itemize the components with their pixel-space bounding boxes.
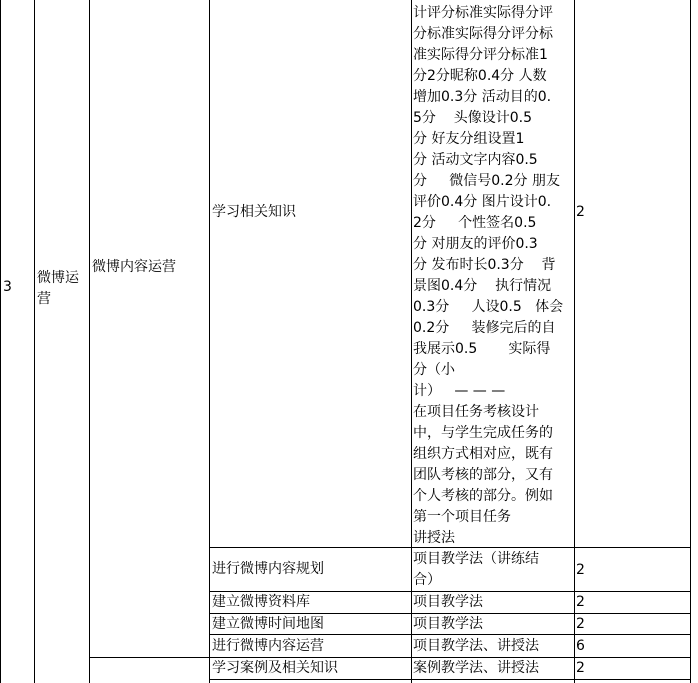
method-line: 2分 个性签名0.5 (413, 215, 537, 231)
method-line: 我展示0.5 实际得 (413, 341, 551, 357)
hours-cases: 2 (576, 660, 585, 676)
method-line: 分标准实际得分评分标 (413, 26, 553, 42)
method-line: 0.3分 人设0.5 体会 (413, 299, 564, 315)
row-number: 3 (3, 279, 12, 295)
column-divider-3 (209, 0, 210, 683)
method-line: 5分 头像设计0.5 (413, 110, 532, 126)
table-border-left (0, 0, 1, 683)
hours-operate: 6 (576, 638, 585, 654)
hours-library: 2 (576, 594, 585, 610)
method-line: 计评分标准实际得分评 (413, 5, 553, 21)
method-line: 分2分昵称0.4分 人数 (413, 68, 547, 84)
method-line: 分（小 (413, 362, 455, 378)
row-divider-operate (89, 657, 691, 658)
task-operate: 进行微博内容运营 (212, 638, 324, 654)
column-divider-1 (34, 0, 35, 683)
method-line: 0.2分 装修完后的自 (413, 320, 556, 336)
project-name: 微博内容运营 (92, 259, 176, 275)
column-divider-5 (574, 0, 575, 683)
row-divider-cases (209, 679, 691, 680)
method-cases: 案例教学法、讲授法 (413, 660, 539, 676)
method-line: 景图0.4分 执行情况 (413, 278, 552, 294)
method-plan-line-2: 合） (413, 572, 441, 588)
module-name-line-2: 营 (37, 291, 51, 307)
hours-plan: 2 (576, 562, 585, 578)
method-line: 在项目任务考核设计 (413, 404, 539, 420)
method-plan-line-1: 项目教学法（讲练结 (413, 551, 539, 567)
module-name-line-1: 微博运 (37, 270, 79, 286)
task-plan: 进行微博内容规划 (212, 561, 324, 577)
method-line: 计） — — — (413, 383, 506, 399)
method-line: 分 好友分组设置1 (413, 131, 525, 147)
method-line: 分 活动文字内容0.5 (413, 152, 538, 168)
hours-timeline: 2 (576, 616, 585, 632)
method-timeline: 项目教学法 (413, 616, 483, 632)
method-line: 准实际得分评分标准1 (413, 47, 548, 63)
method-line: 分 微信号0.2分 朋友 (413, 173, 560, 189)
hours-learn: 2 (576, 204, 585, 220)
method-line: 分 发布时长0.3分 背 (413, 257, 556, 273)
task-timeline: 建立微博时间地图 (212, 616, 324, 632)
method-line: 第一个项目任务 (413, 509, 511, 525)
task-library: 建立微博资料库 (212, 594, 310, 610)
method-line: 中，与学生完成任务的 (413, 425, 553, 441)
task-cases: 学习案例及相关知识 (212, 660, 338, 676)
column-divider-2 (89, 0, 90, 683)
method-line: 评价0.4分 图片设计0. (413, 194, 552, 210)
method-line: 分 对朋友的评价0.3 (413, 236, 538, 252)
method-line: 团队考核的部分，又有 (413, 467, 553, 483)
method-line: 个人考核的部分。例如 (413, 488, 553, 504)
method-operate: 项目教学法、讲授法 (413, 638, 539, 654)
method-line: 讲授法 (413, 530, 455, 546)
method-line: 增加0.3分 活动目的0. (413, 89, 552, 105)
column-divider-4 (411, 0, 412, 683)
table-border-right (690, 0, 691, 683)
task-learn: 学习相关知识 (212, 204, 296, 220)
method-line: 组织方式相对应，既有 (413, 446, 553, 462)
method-library: 项目教学法 (413, 594, 483, 610)
